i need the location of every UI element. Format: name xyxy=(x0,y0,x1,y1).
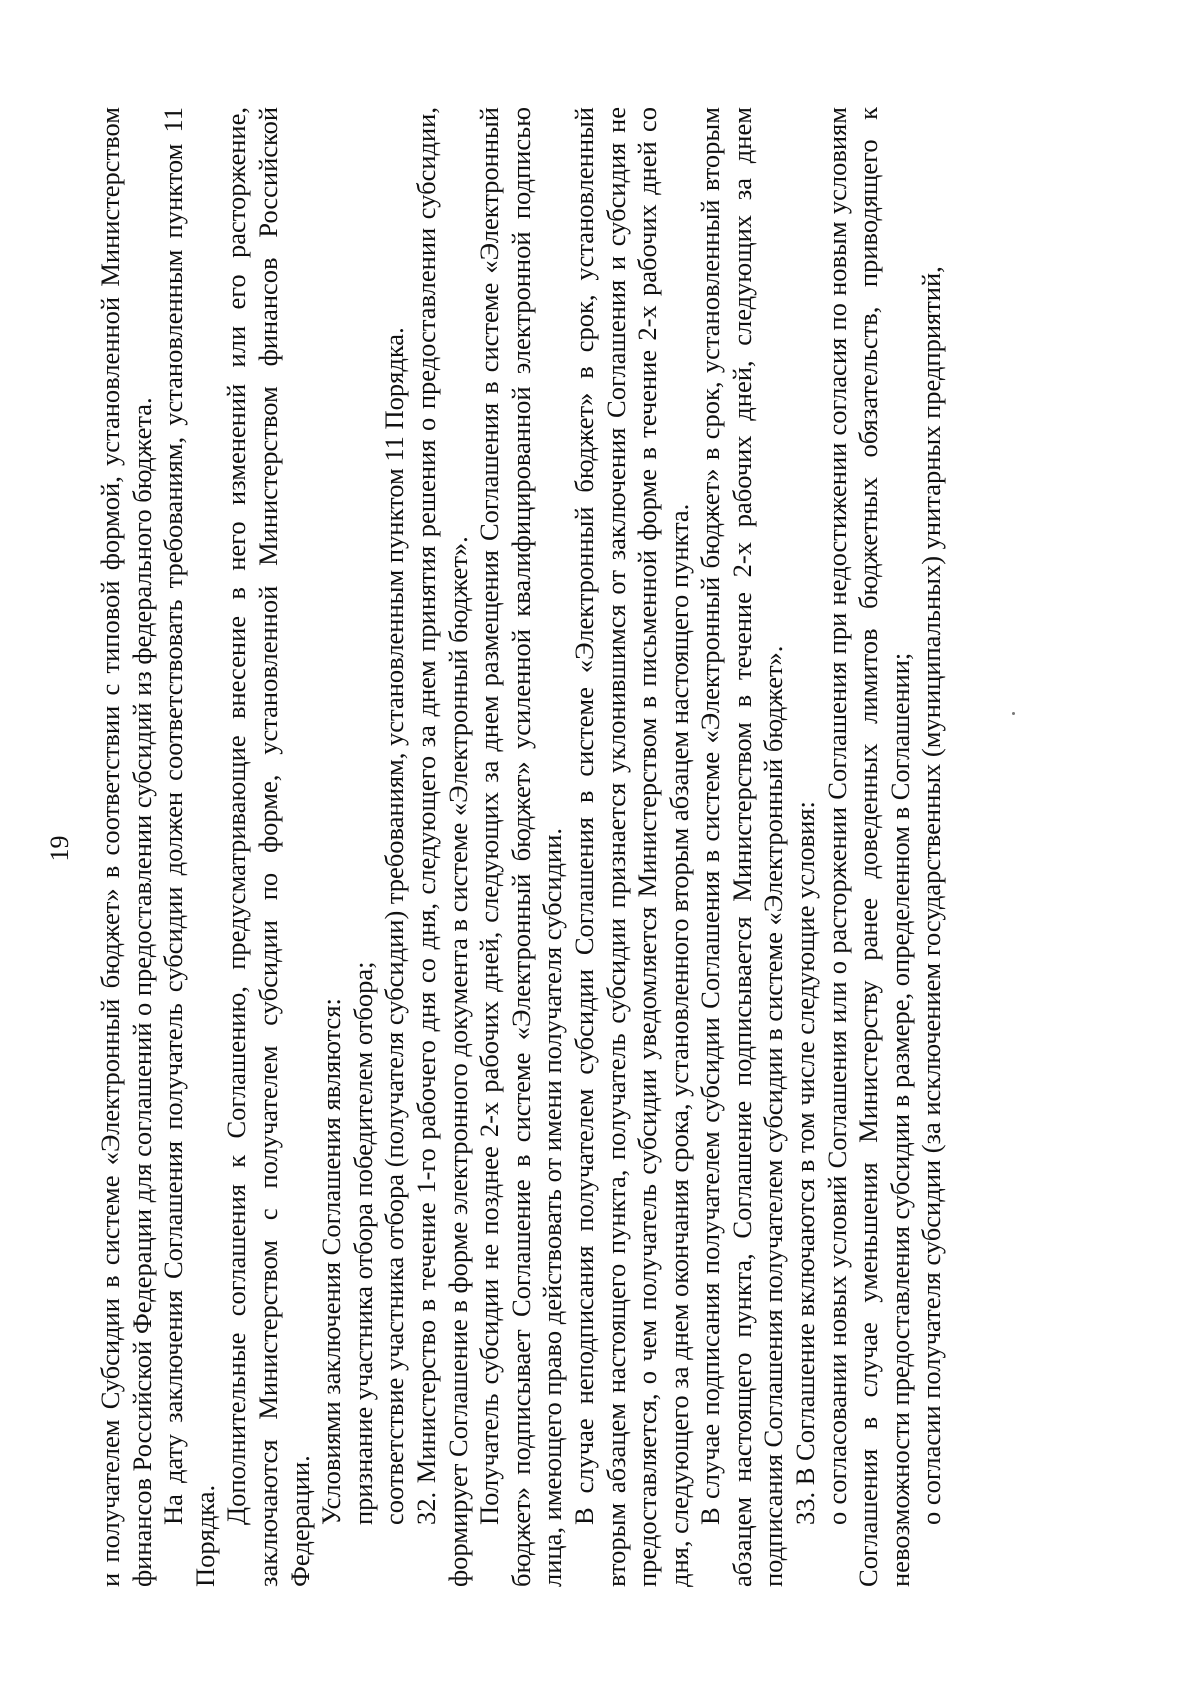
paragraph: и получателем Субсидии в системе «Электронный бюджет» в соответствии с типовой формой, установленной Министерством финансов Российской Федерации для соглашений о предоставлении субсидий из федерального бюджета. xyxy=(95,107,157,1587)
paragraph: Дополнительные соглашения к Соглашению, предусматривающие внесение в него изменений или его расторжение, заключаются Министерством с получателем субсидии по форме, установленной Министерством финансов Российской Федерации. xyxy=(221,107,315,1587)
paragraph: В случае неподписания получателем субсидии Соглашения в системе «Электронный бюджет» в срок, установленный вторым абзацем настоящего пункта, получатель субсидии признается уклонившимся от заключения Соглашения и субсидия не предоставляется, о чем получатель субсидии уведомляется Министерством в письменной форме в течение 2-х рабочих дней со дня, следующего за днем окончания срока, установленного вторым абзацем настоящего пункта. xyxy=(568,107,694,1587)
page-number: 19 xyxy=(45,835,74,862)
paragraph: В случае подписания получателем субсидии Соглашения в системе «Электронный бюджет» в срок, установленный вторым абзацем настоящего пункта, Соглашение подписывается Министерством в течение 2-х рабочих дней, следующих за днем подписания Соглашения получателем субсидии в системе «Электронный бюджет». xyxy=(695,107,789,1587)
paragraph: Условиями заключения Соглашения являются: xyxy=(316,998,347,1525)
paragraph: 33. В Соглашение включаются в том числе следующие условия: xyxy=(790,801,821,1525)
paragraph: Получатель субсидии не позднее 2-х рабочих дней, следующих за днем размещения Соглашения в системе «Электронный бюджет» подписывает Соглашение в системе «Электронный бюджет» усиленной квалифицированной электронной подписью лица, имеющего право действовать от имени получателя субсидии. xyxy=(474,107,568,1587)
paragraph: о согласовании новых условий Соглашения или о расторжении Соглашения при недостижении согласия по новым условиям Соглашения в случае уменьшения Министерству ранее доведенных лимитов бюджетных обязательств, приводящего к невозможности предоставления субсидии в размере, определенном в Соглашении; xyxy=(821,107,915,1587)
document-body xyxy=(95,107,948,1587)
paragraph: 32. Министерство в течение 1-го рабочего дня со дня, следующего за днем принятия решения о предоставлении субсидии, формирует Соглашение в форме электронного документа в системе «Электронный бюджет». xyxy=(410,107,473,1587)
scan-speck xyxy=(1012,712,1015,715)
paragraph: На дату заключения Соглашения получатель субсидии должен соответствовать требованиям, установленным пунктом 11 Порядка. xyxy=(158,107,220,1587)
paragraph: соответствие участника отбора (получателя субсидии) требованиям, установленным пунктом 11 Порядка. xyxy=(379,327,410,1525)
paragraph: признание участника отбора победителем отбора; xyxy=(347,961,378,1525)
paragraph: о согласии получателя субсидии (за исключением государственных (муниципальных) унитарных предприятий, xyxy=(916,266,947,1525)
